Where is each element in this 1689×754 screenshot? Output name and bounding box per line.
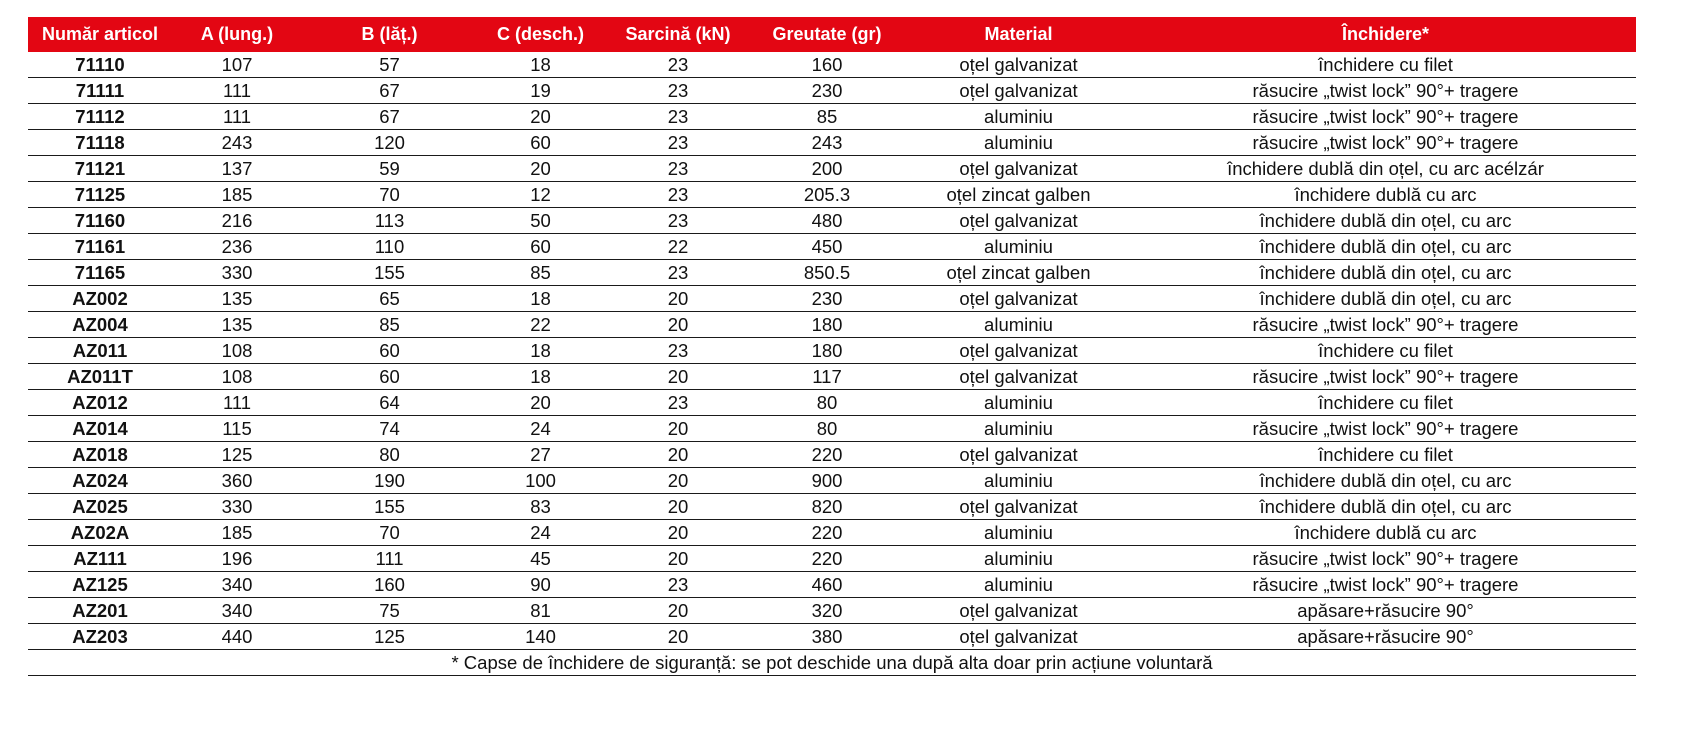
weight-cell: 85 xyxy=(752,104,902,130)
b-width-cell: 155 xyxy=(302,494,477,520)
weight-cell: 180 xyxy=(752,312,902,338)
article-number-cell: 71118 xyxy=(28,130,172,156)
c-opening-cell: 81 xyxy=(477,598,604,624)
c-opening-cell: 24 xyxy=(477,416,604,442)
c-opening-cell: 85 xyxy=(477,260,604,286)
closure-cell: închidere dublă din oțel, cu arc xyxy=(1135,234,1636,260)
material-cell: aluminiu xyxy=(902,572,1135,598)
material-cell: oțel galvanizat xyxy=(902,624,1135,650)
closure-cell: închidere dublă din oțel, cu arc xyxy=(1135,468,1636,494)
b-width-cell: 155 xyxy=(302,260,477,286)
closure-cell: închidere cu filet xyxy=(1135,52,1636,78)
a-length-cell: 111 xyxy=(172,390,302,416)
load-cell: 20 xyxy=(604,546,752,572)
material-cell: oțel galvanizat xyxy=(902,442,1135,468)
c-opening-cell: 140 xyxy=(477,624,604,650)
b-width-cell: 74 xyxy=(302,416,477,442)
closure-cell: închidere cu filet xyxy=(1135,442,1636,468)
a-length-cell: 115 xyxy=(172,416,302,442)
c-opening-cell: 20 xyxy=(477,390,604,416)
weight-cell: 220 xyxy=(752,520,902,546)
article-number-cell: AZ004 xyxy=(28,312,172,338)
load-cell: 20 xyxy=(604,624,752,650)
b-width-cell: 160 xyxy=(302,572,477,598)
table-row xyxy=(28,260,1636,286)
material-cell: aluminiu xyxy=(902,468,1135,494)
weight-cell: 230 xyxy=(752,78,902,104)
c-opening-cell: 45 xyxy=(477,546,604,572)
table-row xyxy=(28,416,1636,442)
b-width-cell: 125 xyxy=(302,624,477,650)
closure-cell: răsucire „twist lock” 90°+ tragere xyxy=(1135,416,1636,442)
table-row xyxy=(28,338,1636,364)
table-row xyxy=(28,442,1636,468)
table-row xyxy=(28,78,1636,104)
load-cell: 23 xyxy=(604,208,752,234)
closure-cell: închidere dublă din oțel, cu arc xyxy=(1135,286,1636,312)
weight-cell: 220 xyxy=(752,546,902,572)
c-opening-cell: 19 xyxy=(477,78,604,104)
load-cell: 20 xyxy=(604,520,752,546)
weight-cell: 820 xyxy=(752,494,902,520)
b-width-cell: 67 xyxy=(302,104,477,130)
closure-cell: răsucire „twist lock” 90°+ tragere xyxy=(1135,312,1636,338)
article-number-cell: AZ011T xyxy=(28,364,172,390)
header-cell-material: Material xyxy=(902,17,1135,52)
header-cell-weight: Greutate (gr) xyxy=(752,17,902,52)
weight-cell: 160 xyxy=(752,52,902,78)
closure-cell: închidere dublă din oțel, cu arc acélzár xyxy=(1135,156,1636,182)
weight-cell: 230 xyxy=(752,286,902,312)
c-opening-cell: 12 xyxy=(477,182,604,208)
header-cell-load: Sarcină (kN) xyxy=(604,17,752,52)
b-width-cell: 113 xyxy=(302,208,477,234)
material-cell: oțel zincat galben xyxy=(902,260,1135,286)
closure-cell: răsucire „twist lock” 90°+ tragere xyxy=(1135,78,1636,104)
b-width-cell: 59 xyxy=(302,156,477,182)
c-opening-cell: 20 xyxy=(477,156,604,182)
material-cell: oțel galvanizat xyxy=(902,598,1135,624)
material-cell: oțel galvanizat xyxy=(902,78,1135,104)
table-row xyxy=(28,364,1636,390)
b-width-cell: 111 xyxy=(302,546,477,572)
a-length-cell: 243 xyxy=(172,130,302,156)
a-length-cell: 236 xyxy=(172,234,302,260)
c-opening-cell: 90 xyxy=(477,572,604,598)
article-number-cell: AZ012 xyxy=(28,390,172,416)
spec-table xyxy=(28,17,1636,676)
article-number-cell: AZ002 xyxy=(28,286,172,312)
c-opening-cell: 18 xyxy=(477,338,604,364)
closure-cell: închidere dublă cu arc xyxy=(1135,182,1636,208)
b-width-cell: 60 xyxy=(302,338,477,364)
load-cell: 23 xyxy=(604,52,752,78)
article-number-cell: 71165 xyxy=(28,260,172,286)
load-cell: 20 xyxy=(604,598,752,624)
table-row xyxy=(28,52,1636,78)
c-opening-cell: 22 xyxy=(477,312,604,338)
article-number-cell: AZ02A xyxy=(28,520,172,546)
a-length-cell: 125 xyxy=(172,442,302,468)
weight-cell: 205.3 xyxy=(752,182,902,208)
article-number-cell: AZ024 xyxy=(28,468,172,494)
table-row xyxy=(28,624,1636,650)
c-opening-cell: 60 xyxy=(477,234,604,260)
footnote-row xyxy=(28,650,1636,676)
closure-cell: închidere cu filet xyxy=(1135,338,1636,364)
weight-cell: 200 xyxy=(752,156,902,182)
material-cell: oțel galvanizat xyxy=(902,52,1135,78)
a-length-cell: 440 xyxy=(172,624,302,650)
a-length-cell: 108 xyxy=(172,364,302,390)
closure-cell: apăsare+răsucire 90° xyxy=(1135,598,1636,624)
load-cell: 23 xyxy=(604,338,752,364)
weight-cell: 180 xyxy=(752,338,902,364)
closure-cell: răsucire „twist lock” 90°+ tragere xyxy=(1135,364,1636,390)
b-width-cell: 57 xyxy=(302,52,477,78)
material-cell: aluminiu xyxy=(902,104,1135,130)
closure-cell: răsucire „twist lock” 90°+ tragere xyxy=(1135,130,1636,156)
material-cell: aluminiu xyxy=(902,546,1135,572)
table-row xyxy=(28,156,1636,182)
b-width-cell: 190 xyxy=(302,468,477,494)
closure-cell: răsucire „twist lock” 90°+ tragere xyxy=(1135,104,1636,130)
a-length-cell: 330 xyxy=(172,494,302,520)
weight-cell: 380 xyxy=(752,624,902,650)
article-number-cell: AZ025 xyxy=(28,494,172,520)
load-cell: 20 xyxy=(604,442,752,468)
closure-cell: închidere dublă cu arc xyxy=(1135,520,1636,546)
a-length-cell: 360 xyxy=(172,468,302,494)
article-number-cell: AZ201 xyxy=(28,598,172,624)
load-cell: 20 xyxy=(604,468,752,494)
b-width-cell: 64 xyxy=(302,390,477,416)
closure-cell: răsucire „twist lock” 90°+ tragere xyxy=(1135,572,1636,598)
table-row xyxy=(28,546,1636,572)
load-cell: 23 xyxy=(604,104,752,130)
load-cell: 23 xyxy=(604,78,752,104)
header-cell-article: Număr articol xyxy=(28,17,172,52)
b-width-cell: 85 xyxy=(302,312,477,338)
table-body xyxy=(28,52,1636,650)
header-row xyxy=(28,17,1636,52)
table-row xyxy=(28,208,1636,234)
material-cell: aluminiu xyxy=(902,130,1135,156)
table-row xyxy=(28,286,1636,312)
material-cell: aluminiu xyxy=(902,416,1135,442)
material-cell: aluminiu xyxy=(902,312,1135,338)
material-cell: oțel galvanizat xyxy=(902,364,1135,390)
table-row xyxy=(28,104,1636,130)
table-row xyxy=(28,494,1636,520)
b-width-cell: 120 xyxy=(302,130,477,156)
header-cell-closure: Închidere* xyxy=(1135,17,1636,52)
a-length-cell: 137 xyxy=(172,156,302,182)
a-length-cell: 216 xyxy=(172,208,302,234)
load-cell: 20 xyxy=(604,364,752,390)
c-opening-cell: 60 xyxy=(477,130,604,156)
weight-cell: 80 xyxy=(752,390,902,416)
article-number-cell: 71111 xyxy=(28,78,172,104)
table-row xyxy=(28,572,1636,598)
a-length-cell: 185 xyxy=(172,520,302,546)
load-cell: 23 xyxy=(604,390,752,416)
material-cell: aluminiu xyxy=(902,234,1135,260)
article-number-cell: 71125 xyxy=(28,182,172,208)
c-opening-cell: 83 xyxy=(477,494,604,520)
article-number-cell: 71112 xyxy=(28,104,172,130)
article-number-cell: 71160 xyxy=(28,208,172,234)
load-cell: 23 xyxy=(604,182,752,208)
load-cell: 23 xyxy=(604,260,752,286)
material-cell: aluminiu xyxy=(902,390,1135,416)
article-number-cell: 71121 xyxy=(28,156,172,182)
load-cell: 23 xyxy=(604,156,752,182)
table-row xyxy=(28,234,1636,260)
load-cell: 20 xyxy=(604,494,752,520)
a-length-cell: 111 xyxy=(172,78,302,104)
material-cell: oțel galvanizat xyxy=(902,156,1135,182)
b-width-cell: 110 xyxy=(302,234,477,260)
weight-cell: 460 xyxy=(752,572,902,598)
a-length-cell: 340 xyxy=(172,598,302,624)
weight-cell: 450 xyxy=(752,234,902,260)
c-opening-cell: 100 xyxy=(477,468,604,494)
header-cell-a-length: A (lung.) xyxy=(172,17,302,52)
table-row xyxy=(28,182,1636,208)
weight-cell: 320 xyxy=(752,598,902,624)
material-cell: oțel galvanizat xyxy=(902,338,1135,364)
weight-cell: 117 xyxy=(752,364,902,390)
weight-cell: 220 xyxy=(752,442,902,468)
c-opening-cell: 50 xyxy=(477,208,604,234)
closure-cell: închidere cu filet xyxy=(1135,390,1636,416)
closure-cell: apăsare+răsucire 90° xyxy=(1135,624,1636,650)
weight-cell: 900 xyxy=(752,468,902,494)
material-cell: aluminiu xyxy=(902,520,1135,546)
load-cell: 20 xyxy=(604,286,752,312)
b-width-cell: 80 xyxy=(302,442,477,468)
c-opening-cell: 20 xyxy=(477,104,604,130)
article-number-cell: AZ011 xyxy=(28,338,172,364)
article-number-cell: AZ203 xyxy=(28,624,172,650)
table-row xyxy=(28,130,1636,156)
load-cell: 20 xyxy=(604,312,752,338)
c-opening-cell: 27 xyxy=(477,442,604,468)
weight-cell: 80 xyxy=(752,416,902,442)
weight-cell: 480 xyxy=(752,208,902,234)
article-number-cell: AZ111 xyxy=(28,546,172,572)
closure-cell: închidere dublă din oțel, cu arc xyxy=(1135,208,1636,234)
table-row xyxy=(28,520,1636,546)
b-width-cell: 70 xyxy=(302,520,477,546)
footnote: * Capse de închidere de siguranță: se pot deschide una după alta doar prin acțiune voluntară xyxy=(28,650,1636,676)
table-row xyxy=(28,312,1636,338)
table-row xyxy=(28,468,1636,494)
c-opening-cell: 18 xyxy=(477,364,604,390)
a-length-cell: 340 xyxy=(172,572,302,598)
article-number-cell: 71110 xyxy=(28,52,172,78)
closure-cell: răsucire „twist lock” 90°+ tragere xyxy=(1135,546,1636,572)
header-cell-b-width: B (lăț.) xyxy=(302,17,477,52)
c-opening-cell: 18 xyxy=(477,286,604,312)
material-cell: oțel galvanizat xyxy=(902,494,1135,520)
article-number-cell: AZ125 xyxy=(28,572,172,598)
b-width-cell: 75 xyxy=(302,598,477,624)
a-length-cell: 196 xyxy=(172,546,302,572)
b-width-cell: 65 xyxy=(302,286,477,312)
a-length-cell: 107 xyxy=(172,52,302,78)
material-cell: oțel zincat galben xyxy=(902,182,1135,208)
a-length-cell: 135 xyxy=(172,312,302,338)
b-width-cell: 70 xyxy=(302,182,477,208)
a-length-cell: 111 xyxy=(172,104,302,130)
c-opening-cell: 24 xyxy=(477,520,604,546)
b-width-cell: 60 xyxy=(302,364,477,390)
closure-cell: închidere dublă din oțel, cu arc xyxy=(1135,260,1636,286)
load-cell: 22 xyxy=(604,234,752,260)
material-cell: oțel galvanizat xyxy=(902,208,1135,234)
load-cell: 23 xyxy=(604,572,752,598)
article-number-cell: AZ014 xyxy=(28,416,172,442)
a-length-cell: 135 xyxy=(172,286,302,312)
closure-cell: închidere dublă din oțel, cu arc xyxy=(1135,494,1636,520)
c-opening-cell: 18 xyxy=(477,52,604,78)
table-row xyxy=(28,598,1636,624)
a-length-cell: 330 xyxy=(172,260,302,286)
article-number-cell: AZ018 xyxy=(28,442,172,468)
weight-cell: 850.5 xyxy=(752,260,902,286)
load-cell: 20 xyxy=(604,416,752,442)
material-cell: oțel galvanizat xyxy=(902,286,1135,312)
weight-cell: 243 xyxy=(752,130,902,156)
b-width-cell: 67 xyxy=(302,78,477,104)
a-length-cell: 185 xyxy=(172,182,302,208)
a-length-cell: 108 xyxy=(172,338,302,364)
load-cell: 23 xyxy=(604,130,752,156)
article-number-cell: 71161 xyxy=(28,234,172,260)
header-cell-c-opening: C (desch.) xyxy=(477,17,604,52)
table-row xyxy=(28,390,1636,416)
